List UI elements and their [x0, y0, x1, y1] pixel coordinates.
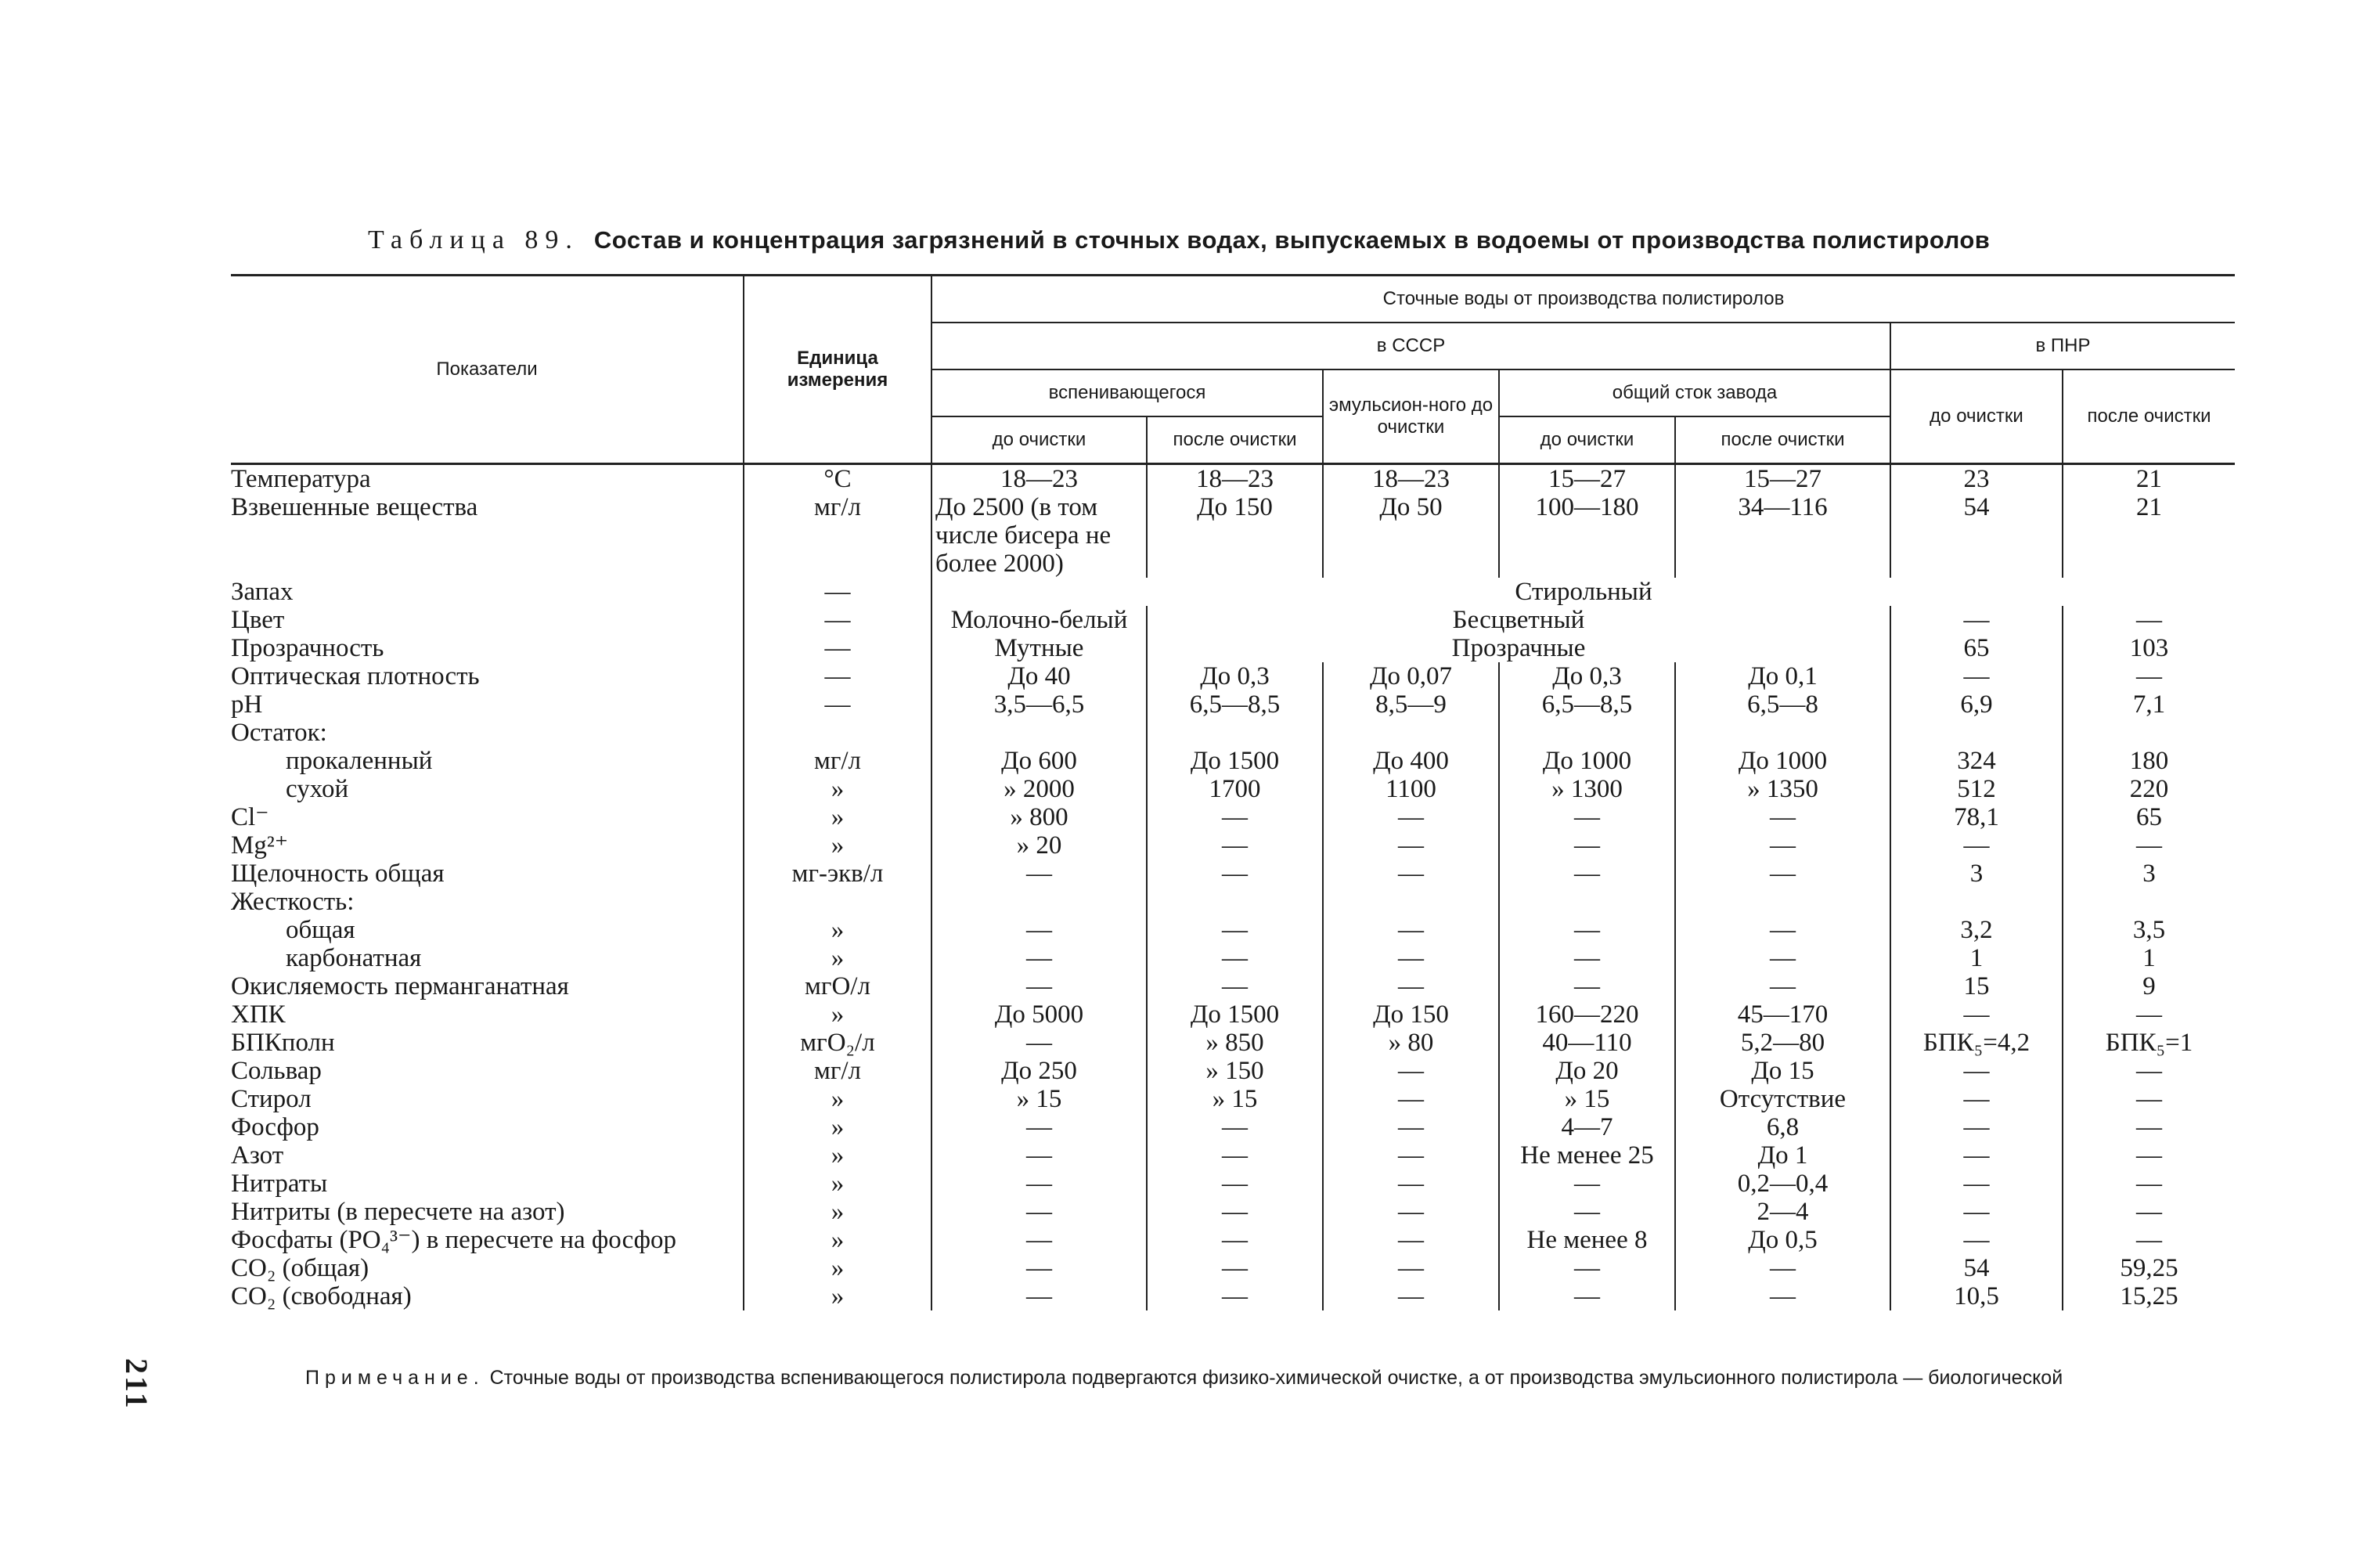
row-value: 0,2—0,4 [1675, 1170, 1890, 1198]
row-value [1323, 888, 1499, 916]
row-unit: мгО/л [744, 972, 931, 1000]
row-value: 15—27 [1499, 464, 1675, 494]
row-value: 5,2—80 [1675, 1029, 1890, 1057]
row-value: — [1147, 916, 1323, 944]
row-value: 15 [1890, 972, 2063, 1000]
row-value: — [2063, 1113, 2235, 1141]
row-value: До 2500 (в том числе бисера не более 2000) [931, 493, 1147, 578]
row-value: — [931, 1170, 1147, 1198]
row-value: — [1499, 916, 1675, 944]
row-value: До 0,1 [1675, 662, 1890, 690]
table-row [231, 1254, 2235, 1282]
row-value: До 0,3 [1499, 662, 1675, 690]
header-wastewater: Сточные воды от производства полистиролов [931, 276, 2235, 323]
row-unit: » [744, 775, 931, 803]
header-common: общий сток завода [1499, 369, 1890, 416]
row-value: Бесцветный [1147, 606, 1890, 634]
row-value [1675, 888, 1890, 916]
row-value: 324 [1890, 747, 2063, 775]
row-value: 10,5 [1890, 1282, 2063, 1310]
table-row [231, 1085, 2235, 1113]
row-value: — [1890, 662, 2063, 690]
row-value: До 400 [1323, 747, 1499, 775]
row-unit: мгО₂/л [744, 1029, 931, 1057]
table-label: Таблица 89. [368, 225, 579, 254]
row-value: БПК₅=4,2 [1890, 1029, 2063, 1057]
row-value [1890, 719, 2063, 747]
row-value: 54 [1890, 493, 2063, 578]
row-value: До 1500 [1147, 1000, 1323, 1029]
row-value: — [1499, 1254, 1675, 1282]
row-value: 45—170 [1675, 1000, 1890, 1029]
table-row [231, 831, 2235, 860]
row-value: 7,1 [2063, 690, 2235, 719]
row-value: — [1323, 1254, 1499, 1282]
row-value: — [1890, 1113, 2063, 1141]
row-value: — [931, 1198, 1147, 1226]
header-ussr: в СССР [931, 323, 1890, 369]
row-unit [744, 719, 931, 747]
table-caption [368, 225, 2262, 255]
row-value: — [931, 1029, 1147, 1057]
row-value: — [1499, 1282, 1675, 1310]
row-value: — [1323, 803, 1499, 831]
table-row [231, 1057, 2235, 1085]
row-indicator: pH [231, 690, 263, 719]
row-unit: мг/л [744, 493, 931, 578]
row-value: 9 [2063, 972, 2235, 1000]
header-foaming-after: после очистки [1147, 416, 1323, 464]
row-value: — [1323, 831, 1499, 860]
table-row [231, 1226, 2235, 1254]
row-value: — [2063, 1170, 2235, 1198]
row-value: До 150 [1323, 1000, 1499, 1029]
row-indicator: Щелочность общая [231, 860, 445, 888]
row-value: — [1890, 1085, 2063, 1113]
row-value: — [1323, 1113, 1499, 1141]
row-value: — [2063, 1057, 2235, 1085]
footnote-label: Примечание. [305, 1367, 485, 1389]
table-row [231, 1029, 2235, 1057]
row-value: — [931, 1141, 1147, 1170]
table-row [231, 634, 2235, 662]
page-number: 211 [119, 1358, 154, 1411]
row-indicator: Остаток: [231, 719, 327, 747]
row-value: Не менее 25 [1499, 1141, 1675, 1170]
table-row [231, 1282, 2235, 1310]
row-value: 160—220 [1499, 1000, 1675, 1029]
table-row [231, 888, 2235, 916]
row-value: — [1147, 803, 1323, 831]
row-unit: » [744, 1085, 931, 1113]
row-value: — [2063, 662, 2235, 690]
row-indicator: карбонатная [286, 944, 422, 972]
row-value: До 50 [1323, 493, 1499, 578]
row-value: 2—4 [1675, 1198, 1890, 1226]
row-value: 3 [1890, 860, 2063, 888]
row-value: — [1323, 1282, 1499, 1310]
table-row [231, 1000, 2235, 1029]
header-common-before: до очистки [1499, 416, 1675, 464]
row-value: 4—7 [1499, 1113, 1675, 1141]
row-value: » 15 [1147, 1085, 1323, 1113]
row-value: 65 [1890, 634, 2063, 662]
row-value: До 5000 [931, 1000, 1147, 1029]
row-unit: » [744, 1000, 931, 1029]
row-value: 6,5—8 [1675, 690, 1890, 719]
row-value: » 15 [931, 1085, 1147, 1113]
header-common-after: после очистки [1675, 416, 1890, 464]
row-value [931, 719, 1147, 747]
row-value: 180 [2063, 747, 2235, 775]
header-pnr-before: до очистки [1890, 369, 2063, 464]
row-value: » 80 [1323, 1029, 1499, 1057]
table-row [231, 775, 2235, 803]
row-value: Стирольный [931, 578, 2235, 606]
row-value: 21 [2063, 493, 2235, 578]
row-value: — [1890, 606, 2063, 634]
row-value: — [2063, 831, 2235, 860]
row-value: — [1890, 1000, 2063, 1029]
table-row [231, 1113, 2235, 1141]
row-value: — [1323, 1057, 1499, 1085]
row-value: — [1890, 1057, 2063, 1085]
row-value: 34—116 [1675, 493, 1890, 578]
row-value: — [1675, 944, 1890, 972]
row-value: — [1499, 860, 1675, 888]
row-value: » 15 [1499, 1085, 1675, 1113]
row-value: 3,5 [2063, 916, 2235, 944]
row-indicator: CO₂ (общая) [231, 1254, 369, 1282]
row-value: До 150 [1147, 493, 1323, 578]
table-row [231, 606, 2235, 634]
row-value: » 1350 [1675, 775, 1890, 803]
table-row [231, 860, 2235, 888]
row-value: БПК₅=1 [2063, 1029, 2235, 1057]
row-value: Молочно-белый [931, 606, 1147, 634]
row-value: — [1147, 1113, 1323, 1141]
row-value: — [1675, 1282, 1890, 1310]
row-indicator: CO₂ (свободная) [231, 1282, 412, 1310]
row-value: » 1300 [1499, 775, 1675, 803]
row-value: — [1323, 1141, 1499, 1170]
row-unit: » [744, 831, 931, 860]
row-indicator: прокаленный [286, 747, 433, 775]
footnote-text: Сточные воды от производства вспенивающегося полистирола подвергаются физико-химической очистке, а от производства эмульсионного полистирола — биологической [489, 1367, 2063, 1389]
row-value: — [1499, 1198, 1675, 1226]
row-indicator: Температура [231, 465, 371, 493]
row-indicator: ХПК [231, 1000, 286, 1029]
row-unit: » [744, 944, 931, 972]
row-value: — [1675, 916, 1890, 944]
row-indicator: сухой [286, 775, 349, 803]
row-value: — [931, 916, 1147, 944]
row-indicator: БПКполн [231, 1029, 335, 1057]
row-value: — [1675, 831, 1890, 860]
table-row [231, 662, 2235, 690]
row-value: 40—110 [1499, 1029, 1675, 1057]
row-value: — [2063, 1198, 2235, 1226]
row-value: — [931, 972, 1147, 1000]
row-value [1499, 888, 1675, 916]
row-unit: — [744, 634, 931, 662]
row-value: Мутные [931, 634, 1147, 662]
row-value: — [1147, 860, 1323, 888]
row-value: — [1147, 944, 1323, 972]
row-indicator: Cl⁻ [231, 803, 269, 831]
row-unit: » [744, 916, 931, 944]
row-value: 1 [1890, 944, 2063, 972]
row-value [1147, 719, 1323, 747]
table-body [231, 464, 2235, 1311]
row-value: — [1147, 1170, 1323, 1198]
table-row [231, 1198, 2235, 1226]
row-value: До 1500 [1147, 747, 1323, 775]
row-value: До 40 [931, 662, 1147, 690]
table-row [231, 803, 2235, 831]
table-row [231, 1141, 2235, 1170]
row-value [2063, 719, 2235, 747]
row-value: 3 [2063, 860, 2235, 888]
row-value: 59,25 [2063, 1254, 2235, 1282]
row-value: 18—23 [931, 464, 1147, 494]
row-unit: — [744, 578, 931, 606]
row-value: 78,1 [1890, 803, 2063, 831]
row-value: До 250 [931, 1057, 1147, 1085]
row-unit: » [744, 1226, 931, 1254]
table-row [231, 916, 2235, 944]
row-indicator: Взвешенные вещества [231, 493, 478, 521]
row-unit: °С [744, 464, 931, 494]
row-value: » 2000 [931, 775, 1147, 803]
row-unit: — [744, 690, 931, 719]
row-value: 6,9 [1890, 690, 2063, 719]
header-emulsion: эмульсион-ного до очистки [1323, 369, 1499, 464]
row-indicator: Прозрачность [231, 634, 384, 662]
row-value: — [1323, 944, 1499, 972]
row-value: 6,5—8,5 [1147, 690, 1323, 719]
row-unit: » [744, 1282, 931, 1310]
row-value: — [2063, 1000, 2235, 1029]
row-value: — [931, 1113, 1147, 1141]
header-foaming-before: до очистки [931, 416, 1147, 464]
row-value: — [1323, 1226, 1499, 1254]
row-value: 1 [2063, 944, 2235, 972]
row-indicator: Оптическая плотность [231, 662, 480, 690]
row-value: До 1000 [1675, 747, 1890, 775]
table-title: Состав и концентрация загрязнений в сточных водах, выпускаемых в водоемы от производства полистиролов [593, 226, 1991, 254]
row-value: — [1675, 860, 1890, 888]
row-value: — [1890, 1198, 2063, 1226]
row-value: Отсутствие [1675, 1085, 1890, 1113]
row-value: До 0,07 [1323, 662, 1499, 690]
row-value [1890, 888, 2063, 916]
row-value: До 0,3 [1147, 662, 1323, 690]
header-pnr-after: после очистки [2063, 369, 2235, 464]
row-unit: мг/л [744, 1057, 931, 1085]
row-unit: — [744, 662, 931, 690]
row-value: » 800 [931, 803, 1147, 831]
row-value: — [1890, 1170, 2063, 1198]
row-value: — [1147, 1141, 1323, 1170]
row-value: » 150 [1147, 1057, 1323, 1085]
row-value: — [1890, 1141, 2063, 1170]
row-indicator: Mg²⁺ [231, 831, 289, 860]
row-indicator: Азот [231, 1141, 284, 1170]
row-value: 6,8 [1675, 1113, 1890, 1141]
data-table [231, 274, 2235, 1310]
row-value: 15,25 [2063, 1282, 2235, 1310]
row-value: 220 [2063, 775, 2235, 803]
row-value: — [1499, 803, 1675, 831]
row-value: — [1147, 1226, 1323, 1254]
row-value: — [931, 1254, 1147, 1282]
row-value: 65 [2063, 803, 2235, 831]
row-value [1499, 719, 1675, 747]
row-value: — [931, 1282, 1147, 1310]
row-value: Прозрачные [1147, 634, 1890, 662]
row-value: — [2063, 1226, 2235, 1254]
row-indicator: Окисляемость перманганатная [231, 972, 569, 1000]
row-value: 54 [1890, 1254, 2063, 1282]
row-value: — [1323, 860, 1499, 888]
table-row [231, 944, 2235, 972]
row-indicator: Фосфаты (PO₄³⁻) в пересчете на фосфор [231, 1226, 677, 1254]
row-value: 3,2 [1890, 916, 2063, 944]
row-value: 23 [1890, 464, 2063, 494]
row-value: — [1890, 831, 2063, 860]
row-indicator: Нитраты [231, 1170, 328, 1198]
row-value: — [1675, 803, 1890, 831]
row-value: — [1323, 1198, 1499, 1226]
table-header [231, 276, 2235, 464]
row-value: — [1323, 1085, 1499, 1113]
row-indicator: Жесткость: [231, 888, 355, 916]
row-value [1323, 719, 1499, 747]
row-value: — [1147, 1198, 1323, 1226]
row-value: 8,5—9 [1323, 690, 1499, 719]
row-value: — [1499, 1170, 1675, 1198]
row-indicator: общая [286, 916, 355, 944]
row-unit: мг-экв/л [744, 860, 931, 888]
table-row [231, 747, 2235, 775]
row-value [1147, 888, 1323, 916]
table-row [231, 972, 2235, 1000]
row-value: — [1499, 831, 1675, 860]
row-indicator: Фосфор [231, 1113, 319, 1141]
table-row [231, 578, 2235, 606]
row-indicator: Запах [231, 578, 294, 606]
row-value: — [1499, 972, 1675, 1000]
row-unit: » [744, 1141, 931, 1170]
row-value: 18—23 [1323, 464, 1499, 494]
row-value: — [1890, 1226, 2063, 1254]
header-unit: Единица измерения [744, 276, 931, 464]
row-value: — [1147, 1282, 1323, 1310]
row-value: До 0,5 [1675, 1226, 1890, 1254]
row-unit: » [744, 803, 931, 831]
table-row [231, 464, 2235, 494]
row-value: » 20 [931, 831, 1147, 860]
row-value: 100—180 [1499, 493, 1675, 578]
row-indicator: Цвет [231, 606, 285, 634]
row-value: До 1 [1675, 1141, 1890, 1170]
header-foaming: вспенивающегося [931, 369, 1323, 416]
row-unit: » [744, 1254, 931, 1282]
row-value: До 15 [1675, 1057, 1890, 1085]
row-value: — [1147, 972, 1323, 1000]
table-row [231, 1170, 2235, 1198]
row-unit: » [744, 1113, 931, 1141]
row-value: — [1675, 972, 1890, 1000]
row-value: — [2063, 1141, 2235, 1170]
row-unit: мг/л [744, 747, 931, 775]
header-pnr: в ПНР [1890, 323, 2235, 369]
row-value: До 20 [1499, 1057, 1675, 1085]
row-value: — [2063, 606, 2235, 634]
row-value: 1700 [1147, 775, 1323, 803]
row-value: — [1323, 916, 1499, 944]
row-value: 1100 [1323, 775, 1499, 803]
row-value [1675, 719, 1890, 747]
row-value: — [931, 944, 1147, 972]
row-value: 6,5—8,5 [1499, 690, 1675, 719]
row-value: 3,5—6,5 [931, 690, 1147, 719]
row-value: — [1323, 1170, 1499, 1198]
row-value: 103 [2063, 634, 2235, 662]
row-value: » 850 [1147, 1029, 1323, 1057]
row-value: — [1147, 1254, 1323, 1282]
row-value: 512 [1890, 775, 2063, 803]
table-row [231, 690, 2235, 719]
table-row [231, 719, 2235, 747]
row-unit [744, 888, 931, 916]
row-value: — [931, 860, 1147, 888]
row-unit: » [744, 1170, 931, 1198]
row-unit: — [744, 606, 931, 634]
row-value [931, 888, 1147, 916]
row-indicator: Сольвар [231, 1057, 322, 1085]
row-value: 18—23 [1147, 464, 1323, 494]
row-indicator: Стирол [231, 1085, 312, 1113]
row-value: — [1499, 944, 1675, 972]
row-value: До 1000 [1499, 747, 1675, 775]
row-value: — [1675, 1254, 1890, 1282]
row-unit: » [744, 1198, 931, 1226]
row-value [2063, 888, 2235, 916]
row-value: 21 [2063, 464, 2235, 494]
header-indicators: Показатели [436, 359, 538, 380]
row-value: Не менее 8 [1499, 1226, 1675, 1254]
table-row [231, 493, 2235, 578]
row-value: — [2063, 1085, 2235, 1113]
footnote [305, 1366, 2239, 1390]
row-indicator: Нитриты (в пересчете на азот) [231, 1198, 565, 1226]
row-value: — [931, 1226, 1147, 1254]
row-value: — [1147, 831, 1323, 860]
row-value: До 600 [931, 747, 1147, 775]
row-value: — [1323, 972, 1499, 1000]
row-value: 15—27 [1675, 464, 1890, 494]
